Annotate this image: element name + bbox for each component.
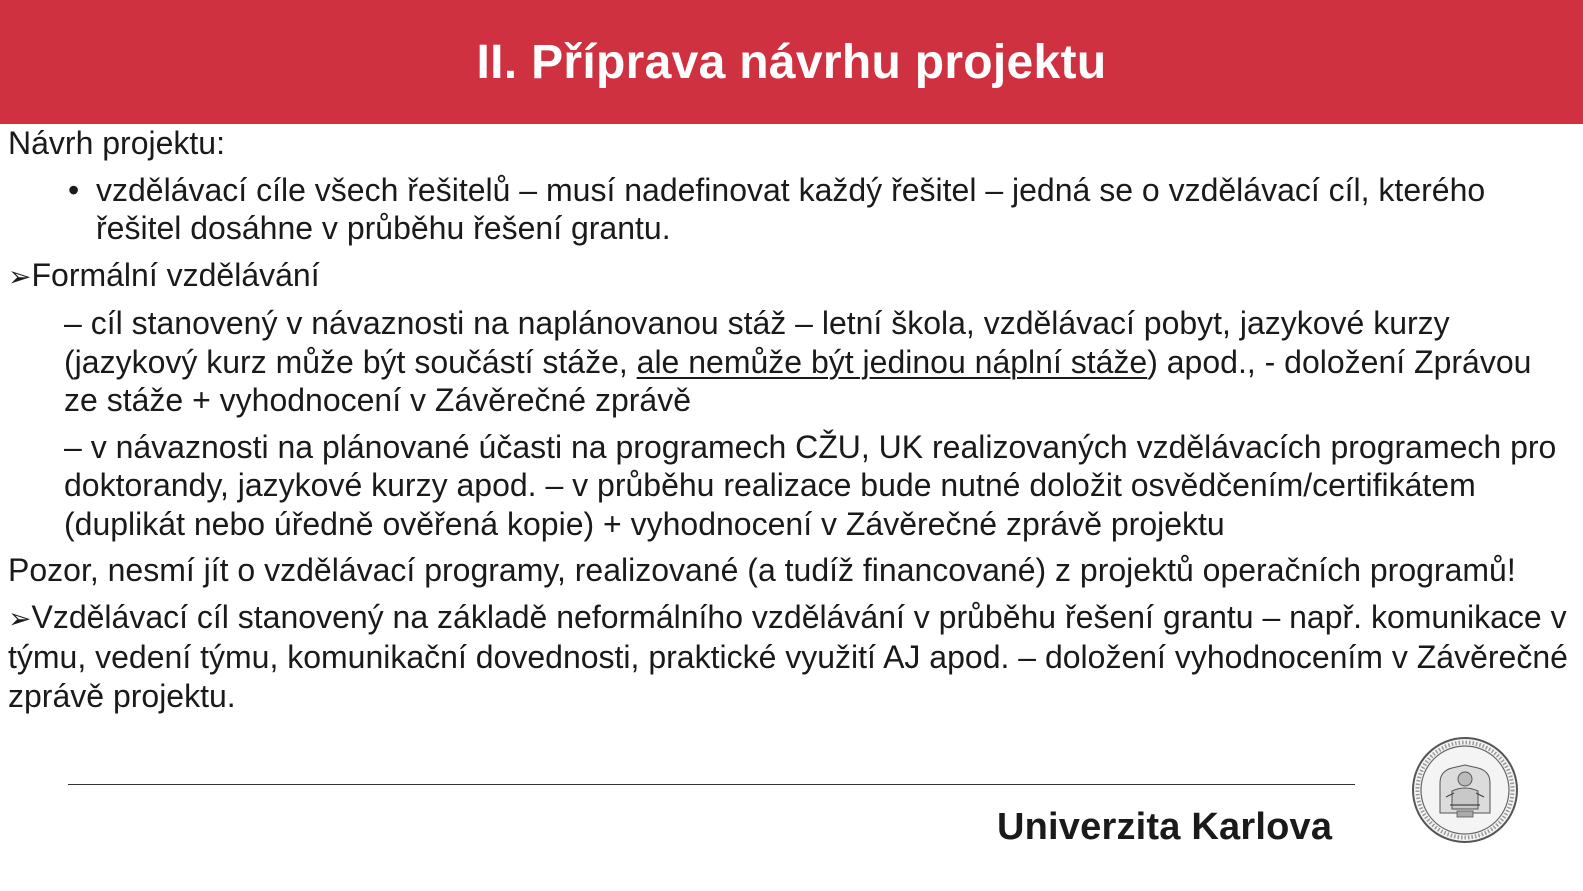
bullet-item xyxy=(8,171,1568,248)
section-nonformal xyxy=(8,598,1568,716)
university-seal-icon xyxy=(1410,735,1520,845)
slide-header xyxy=(0,0,1583,124)
formal-paragraph-1-end: ) apod., - doložení Zprávou ze stáže + vyhodnocení v Závěrečné zprávě xyxy=(64,343,1532,418)
bullet-text: vzdělávací cíle všech řešitelů – musí nadefinovat každý řešitel – jedná se o vzdělávací cíl, kterého řešitel dosáhne v průběhu řešení grantu. xyxy=(96,171,1486,246)
formal-paragraph-1 xyxy=(8,304,1568,420)
formal-paragraph-2: – v návaznosti na plánované účasti na programech CŽU, UK realizovaných vzdělávacích programech pro doktorandy, jazykové kurzy apod. – v průběhu realizace bude nutné doložit osvědčením/certifikátem (duplikát nebo úředně ověřená kopie) + vyhodnocení v Závěrečné zprávě projektu xyxy=(64,428,1557,542)
arrow-bullet-icon: ➢ xyxy=(8,601,32,635)
section-heading-text: Formální vzdělávání xyxy=(31,256,320,293)
formal-paragraph-1-start: – cíl stanovený v návaznosti na naplánovanou stáž – letní škola, vzdělávací pobyt, jazykové kurzy (jazykový kurz může být součástí stáže, xyxy=(64,305,1450,380)
slide-title: II. Příprava návrhu projektu xyxy=(476,35,1107,89)
section-nonformal-text: Vzdělávací cíl stanovený na základě neformálního vzdělávání v průběhu řešení grantu – např. komunikace v týmu, vedení týmu, komunikační dovednosti, praktické využití AJ apod. – doložení vyhodnocením v Závěrečné zprávě projektu. xyxy=(8,598,1568,714)
underlined-note: ale nemůže být jedinou náplní stáže xyxy=(636,343,1148,380)
intro-line: Návrh projektu: xyxy=(8,125,225,161)
footer-divider xyxy=(68,784,1355,785)
warning-text: Pozor, nesmí jít o vzdělávací programy, realizované (a tudíž financované) z projektů operačních programů! xyxy=(8,552,1516,588)
section-heading-formal xyxy=(8,256,1568,297)
bullet-dot-icon: • xyxy=(68,171,80,208)
university-name: Univerzita Karlova xyxy=(997,806,1333,848)
arrow-bullet-icon: ➢ xyxy=(8,259,32,293)
slide-content xyxy=(8,124,1568,715)
